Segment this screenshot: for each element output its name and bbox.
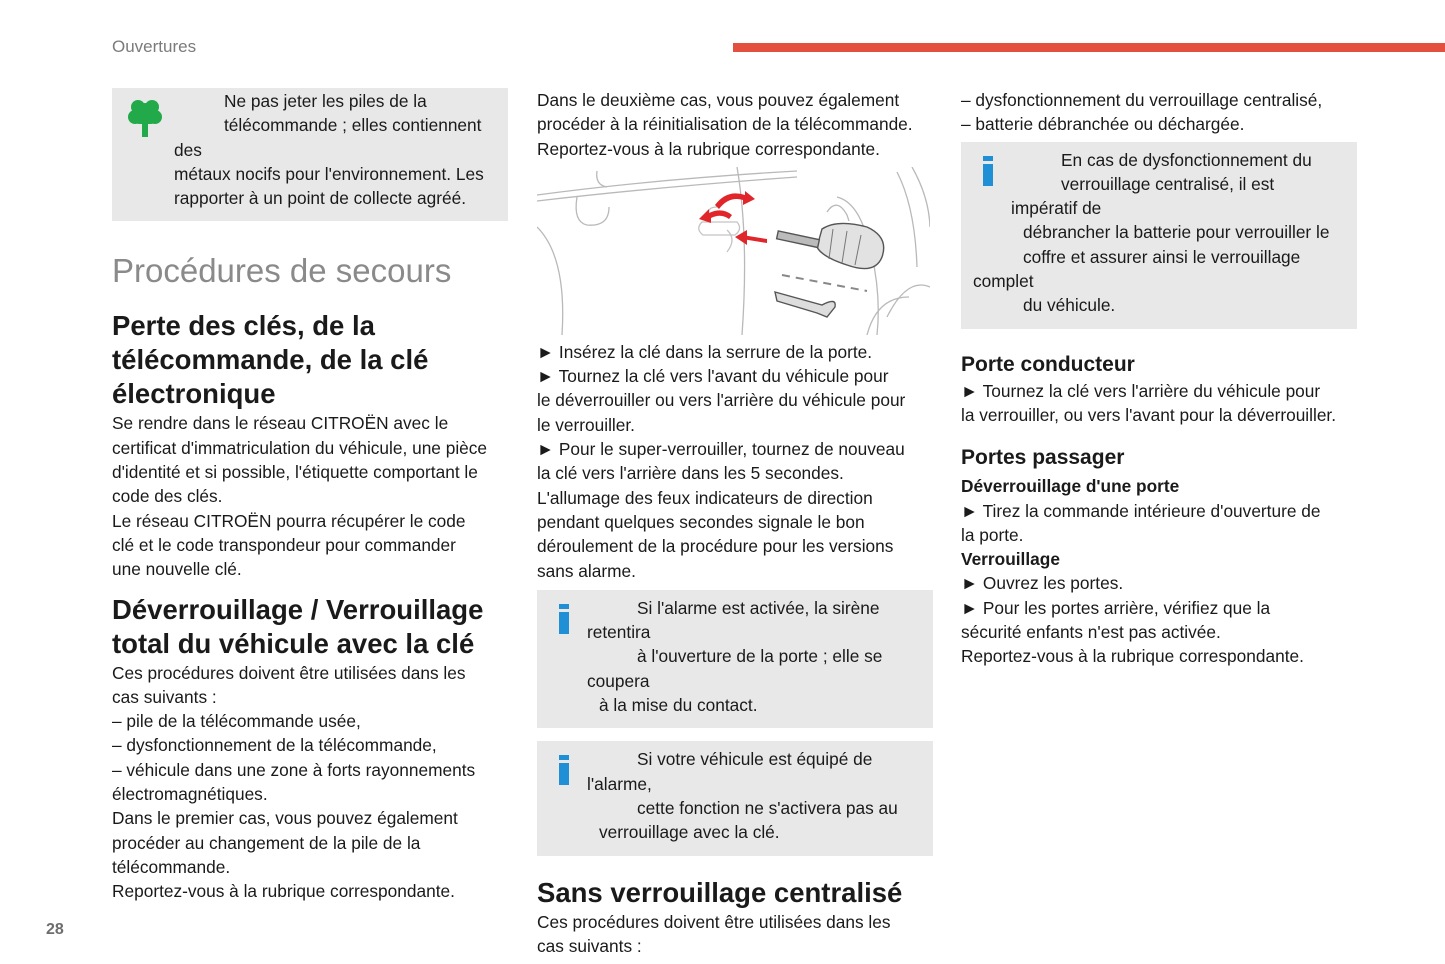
text-line: Si votre véhicule est équipé de l'alarme, xyxy=(587,749,873,794)
column-3 xyxy=(961,88,1357,669)
text-line: pendant quelques secondes signale le bon xyxy=(537,511,865,532)
heading-lost-keys xyxy=(112,309,508,411)
step-item: ► Tournez la clé vers l'arrière du véhicule pour xyxy=(961,380,1321,401)
heading-line: Perte des clés, de la xyxy=(112,310,375,342)
heading-line: total du véhicule avec la clé xyxy=(112,627,475,659)
heading-line: électronique xyxy=(112,378,276,410)
list-item: – véhicule dans une zone à forts rayonnements xyxy=(112,759,476,780)
heading-line: télécommande, de la clé xyxy=(112,344,429,376)
text-line: coffre et assurer ainsi le verrouillage complet xyxy=(973,246,1301,292)
header-accent-bar xyxy=(733,43,1445,52)
step-item: ► Tournez la clé vers l'avant du véhicule pour xyxy=(537,366,889,387)
text-line: L'allumage des feux indicateurs de direction xyxy=(537,487,873,508)
text-line: code des clés. xyxy=(112,486,223,507)
text-line: la clé vers l'arrière dans les 5 secondes. xyxy=(537,463,844,484)
column-1 xyxy=(112,88,508,904)
info-icon xyxy=(559,755,569,785)
section-header: Ouvertures xyxy=(112,37,197,56)
text-line: à la mise du contact. xyxy=(599,695,758,716)
text-line: Si l'alarme est activée, la sirène retentira xyxy=(587,597,880,643)
text-line: à l'ouverture de la porte ; elle se coupera xyxy=(587,646,883,691)
info-box-battery xyxy=(961,142,1357,329)
text-line: Reportez-vous à la rubrique correspondante. xyxy=(961,646,1304,667)
eco-line: rapporter à un point de collecte agréé. xyxy=(174,188,467,209)
text-line: déroulement de la procédure pour les versions xyxy=(537,536,894,557)
steps-paragraph xyxy=(537,340,933,583)
text-line: débrancher la batterie pour verrouiller le xyxy=(1023,222,1330,243)
eco-line: télécommande ; elles contiennent des xyxy=(174,115,482,160)
section-title: Procédures de secours xyxy=(112,252,452,290)
locking-paragraph xyxy=(961,571,1357,668)
text-line: clé et le code transpondeur pour commander xyxy=(112,534,456,555)
driver-door-paragraph xyxy=(961,379,1357,428)
text-line: une nouvelle clé. xyxy=(112,559,242,580)
text-line: sécurité enfants n'est pas activée. xyxy=(961,622,1221,643)
text-line: d'identité et si possible, l'étiquette comportant le xyxy=(112,462,478,483)
eco-note-box xyxy=(112,88,508,221)
text-line: Reportez-vous à la rubrique correspondante. xyxy=(112,881,455,902)
text-line: cas suivants : xyxy=(112,686,217,707)
heading-total-unlock xyxy=(112,593,508,661)
text-line: procéder au changement de la pile de la xyxy=(112,832,421,853)
second-case-paragraph xyxy=(537,88,933,161)
heading-locking: Verrouillage xyxy=(961,549,1060,570)
unlock-one-door-paragraph xyxy=(961,499,1357,548)
step-item: ► Pour le super-verrouiller, tournez de nouveau xyxy=(537,439,905,460)
text-line: Le réseau CITROËN pourra récupérer le code xyxy=(112,510,466,531)
text-line: du véhicule. xyxy=(1023,295,1116,316)
text-line: Reportez-vous à la rubrique correspondante. xyxy=(537,138,880,159)
column-2 xyxy=(537,88,933,958)
total-unlock-paragraph xyxy=(112,661,508,904)
text-line: le déverrouiller ou vers l'arrière du véhicule pour xyxy=(537,390,906,411)
text-line: la verrouiller, ou vers l'avant pour la déverrouiller. xyxy=(961,404,1337,425)
info-box-alarm xyxy=(537,590,933,728)
step-item: ► Pour les portes arrière, vérifiez que la xyxy=(961,597,1271,618)
text-line: Dans le deuxième cas, vous pouvez également xyxy=(537,90,900,110)
list-item: – dysfonctionnement de la télécommande, xyxy=(112,735,437,756)
info-icon xyxy=(983,156,993,186)
text-line: cette fonction ne s'activera pas au xyxy=(637,797,898,818)
text-line: sans alarme. xyxy=(537,560,636,581)
text-line: certificat d'immatriculation du véhicule, une pièce xyxy=(112,437,488,458)
list-item: – dysfonctionnement du verrouillage centralisé, xyxy=(961,90,1323,110)
text-line: verrouillage centralisé, il est impératif de xyxy=(1011,173,1275,219)
list-item: – batterie débranchée ou déchargée. xyxy=(961,114,1245,135)
text-line: électromagnétiques. xyxy=(112,784,268,805)
step-item: ► Tirez la commande intérieure d'ouverture de xyxy=(961,500,1321,521)
page-number: 28 xyxy=(46,921,64,938)
eco-line: Ne pas jeter les piles de la xyxy=(224,91,427,111)
text-line: télécommande. xyxy=(112,856,231,877)
text-line: Ces procédures doivent être utilisées dans les xyxy=(537,911,891,932)
lost-keys-paragraph xyxy=(112,411,508,581)
text-line: verrouillage avec la clé. xyxy=(599,822,780,843)
text-line: la porte. xyxy=(961,524,1024,545)
no-central-locking-paragraph xyxy=(537,910,933,959)
text-line: cas suivants : xyxy=(537,935,642,956)
text-line: Ces procédures doivent être utilisées dans les xyxy=(112,662,466,683)
text-line: le verrouiller. xyxy=(537,414,635,435)
step-item: ► Ouvrez les portes. xyxy=(961,573,1124,594)
text-line: En cas de dysfonctionnement du xyxy=(1061,149,1312,170)
heading-passenger-doors: Portes passager xyxy=(961,446,1125,470)
heading-no-central-locking: Sans verrouillage centralisé xyxy=(537,876,903,908)
cases-list xyxy=(961,88,1357,137)
tree-icon xyxy=(128,98,162,138)
eco-line: métaux nocifs pour l'environnement. Les xyxy=(174,163,484,184)
heading-line: Déverrouillage / Verrouillage xyxy=(112,593,484,625)
info-box-alarm-equipped xyxy=(537,741,933,855)
text-line: procéder à la réinitialisation de la télécommande. xyxy=(537,114,913,135)
heading-unlock-one-door: Déverrouillage d'une porte xyxy=(961,476,1180,497)
step-item: ► Insérez la clé dans la serrure de la porte. xyxy=(537,341,873,362)
text-line: Se rendre dans le réseau CITROËN avec le xyxy=(112,413,449,434)
heading-driver-door: Porte conducteur xyxy=(961,352,1135,376)
text-line: Dans le premier cas, vous pouvez également xyxy=(112,808,458,829)
info-icon xyxy=(559,604,569,634)
list-item: – pile de la télécommande usée, xyxy=(112,711,361,732)
key-in-door-lock-illustration xyxy=(537,167,930,335)
